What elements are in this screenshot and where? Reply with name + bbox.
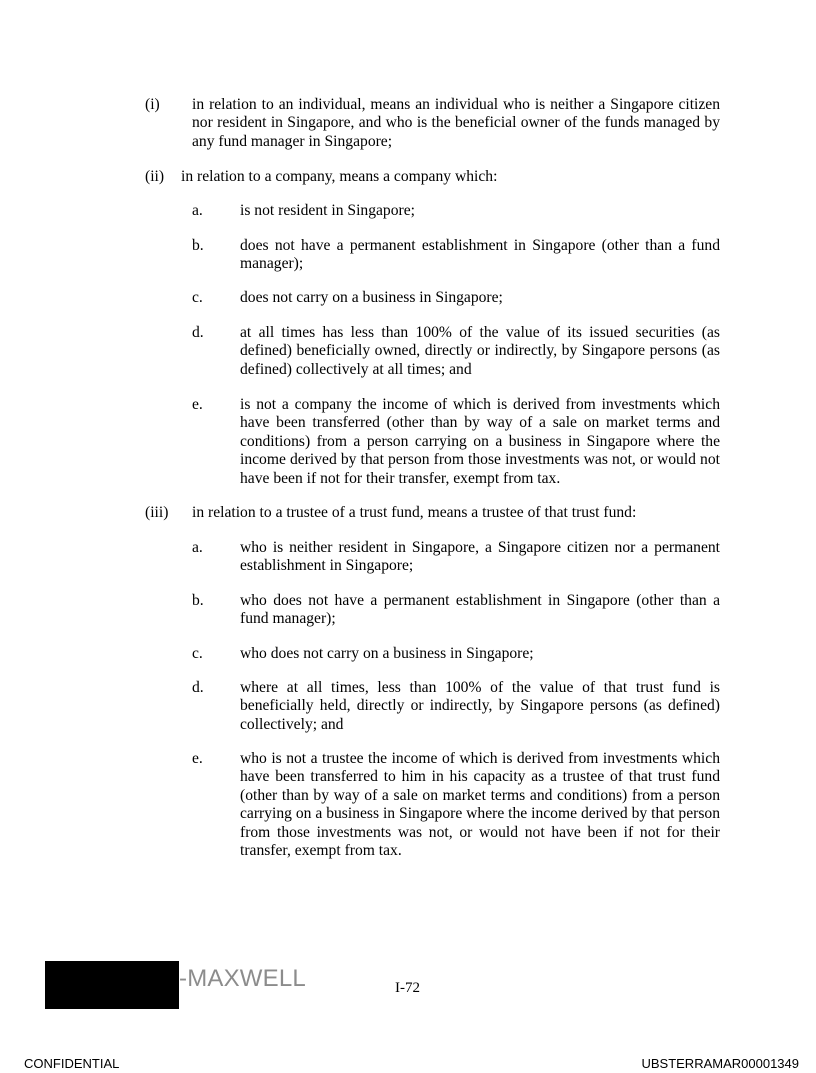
subitem-label-ii-e: e. bbox=[192, 396, 203, 413]
subitem-label-iii-a: a. bbox=[192, 539, 203, 556]
subitem-text-ii-b: does not have a permanent establishment in Singapore (other than a fund manager); bbox=[240, 237, 720, 273]
subitem-label-ii-a: a. bbox=[192, 202, 203, 219]
redaction-box bbox=[45, 961, 179, 1009]
subitem-text-ii-a: is not resident in Singapore; bbox=[240, 202, 415, 219]
bates-number: UBSTERRAMAR00001349 bbox=[641, 1056, 799, 1071]
item-label-ii: (ii) bbox=[145, 168, 165, 185]
subitem-text-iii-c: who does not carry on a business in Singapore; bbox=[240, 645, 534, 662]
subitem-label-ii-c: c. bbox=[192, 289, 203, 306]
page-number: I-72 bbox=[395, 980, 420, 996]
subitem-text-ii-e: is not a company the income of which is derived from investments which have been transferred (other than by way of a sale on market terms and conditions) from a person carrying on a business in Singapore where the income derived by that person from those investments was not, or would not have been if not for their transfer, exempt from tax. bbox=[240, 396, 720, 487]
subitem-label-iii-b: b. bbox=[192, 592, 204, 609]
subitem-text-iii-b: who does not have a permanent establishment in Singapore (other than a fund manager); bbox=[240, 592, 720, 628]
item-label-i: (i) bbox=[145, 96, 160, 113]
subitem-label-ii-d: d. bbox=[192, 324, 204, 341]
subitem-label-ii-b: b. bbox=[192, 237, 204, 254]
subitem-text-iii-a: who is neither resident in Singapore, a Singapore citizen nor a permanent establishment in Singapore; bbox=[240, 539, 720, 575]
item-label-iii: (iii) bbox=[145, 504, 169, 521]
subitem-label-iii-c: c. bbox=[192, 645, 203, 662]
item-text-iii: in relation to a trustee of a trust fund, means a trustee of that trust fund: bbox=[192, 504, 637, 521]
subitem-label-iii-e: e. bbox=[192, 750, 203, 767]
subitem-label-iii-d: d. bbox=[192, 679, 204, 696]
confidential-label: CONFIDENTIAL bbox=[24, 1056, 120, 1071]
item-text-ii: in relation to a company, means a company which: bbox=[181, 168, 498, 185]
maxwell-watermark: -MAXWELL bbox=[179, 965, 306, 992]
subitem-text-iii-e: who is not a trustee the income of which is derived from investments which have been transferred to him in his capacity as a trustee of that trust fund (other than by way of a sale on market terms and conditions) from a person carrying on a business in Singapore where the income derived by that person from those investments was not, or would not have been if not for their transfer, exempt from tax. bbox=[240, 750, 720, 860]
subitem-text-iii-d: where at all times, less than 100% of the value of that trust fund is beneficially held, directly or indirectly, by Singapore persons (as defined) collectively; and bbox=[240, 679, 720, 733]
subitem-text-ii-c: does not carry on a business in Singapore; bbox=[240, 289, 503, 306]
item-text-i: in relation to an individual, means an individual who is neither a Singapore citizen nor resident in Singapore, and who is the beneficial owner of the funds managed by any fund manager in Singapore; bbox=[192, 96, 720, 150]
subitem-text-ii-d: at all times has less than 100% of the value of its issued securities (as defined) beneficially owned, directly or indirectly, by Singapore persons (as defined) collectively at all times; and bbox=[240, 324, 720, 378]
